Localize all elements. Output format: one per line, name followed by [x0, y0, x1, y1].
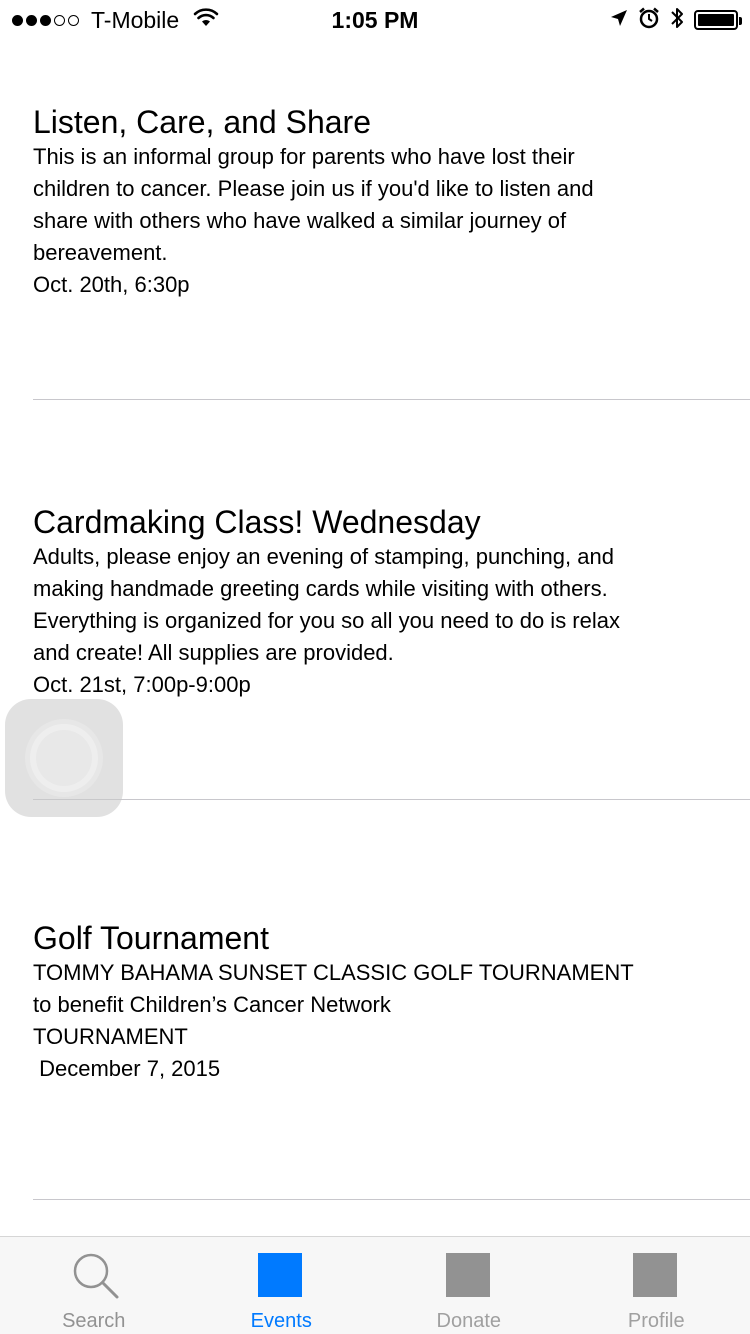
tab-label: Profile [627, 1310, 685, 1332]
event-content [33, 919, 723, 1085]
list-item[interactable] [0, 0, 750, 400]
event-content [33, 103, 723, 301]
event-date: Oct. 20th, 6:30p [33, 272, 190, 297]
tab-bar [0, 1236, 750, 1334]
event-title: Cardmaking Class! Wednesday [33, 504, 481, 540]
event-content [33, 503, 723, 701]
tab-label: Search [62, 1310, 126, 1332]
event-date: Oct. 21st, 7:00p-9:00p [33, 672, 251, 697]
event-title: Golf Tournament [33, 920, 269, 956]
event-title: Listen, Care, and Share [33, 104, 371, 140]
event-date: December 7, 2015 [33, 1056, 221, 1081]
event-description: TOMMY BAHAMA SUNSET CLASSIC GOLF TOURNAMENT to benefit Children’s Cancer Network TOURNAMENT [33, 960, 634, 1049]
assistive-touch-ring-inner [30, 724, 98, 792]
search-icon [71, 1251, 117, 1297]
tab-donate[interactable] [375, 1237, 563, 1334]
tab-label: Events [250, 1310, 312, 1332]
donate-icon [446, 1253, 490, 1297]
carrier-name: T-Mobile [91, 6, 180, 33]
tab-search[interactable] [0, 1237, 188, 1334]
assistive-touch-ring [25, 719, 103, 797]
row-separator [33, 1199, 750, 1200]
event-description: This is an informal group for parents who have lost their children to cancer. Please join us if you'd like to listen and share with others who have walked a similar journey of bereavement. [33, 144, 594, 265]
tab-profile[interactable] [563, 1237, 750, 1334]
profile-icon [633, 1253, 677, 1297]
tab-events[interactable] [188, 1237, 376, 1334]
assistive-touch-button[interactable] [5, 699, 123, 817]
events-icon [258, 1253, 302, 1297]
list-item[interactable] [0, 800, 750, 1200]
status-time: 1:05 PM [331, 7, 419, 33]
event-description: Adults, please enjoy an evening of stamping, punching, and making handmade greeting cards while visiting with others. Everything is organized for you so all you need to do is relax and create! All supplies are provided. [33, 544, 620, 665]
assistive-touch-core [36, 730, 92, 786]
tab-label: Donate [436, 1310, 501, 1332]
